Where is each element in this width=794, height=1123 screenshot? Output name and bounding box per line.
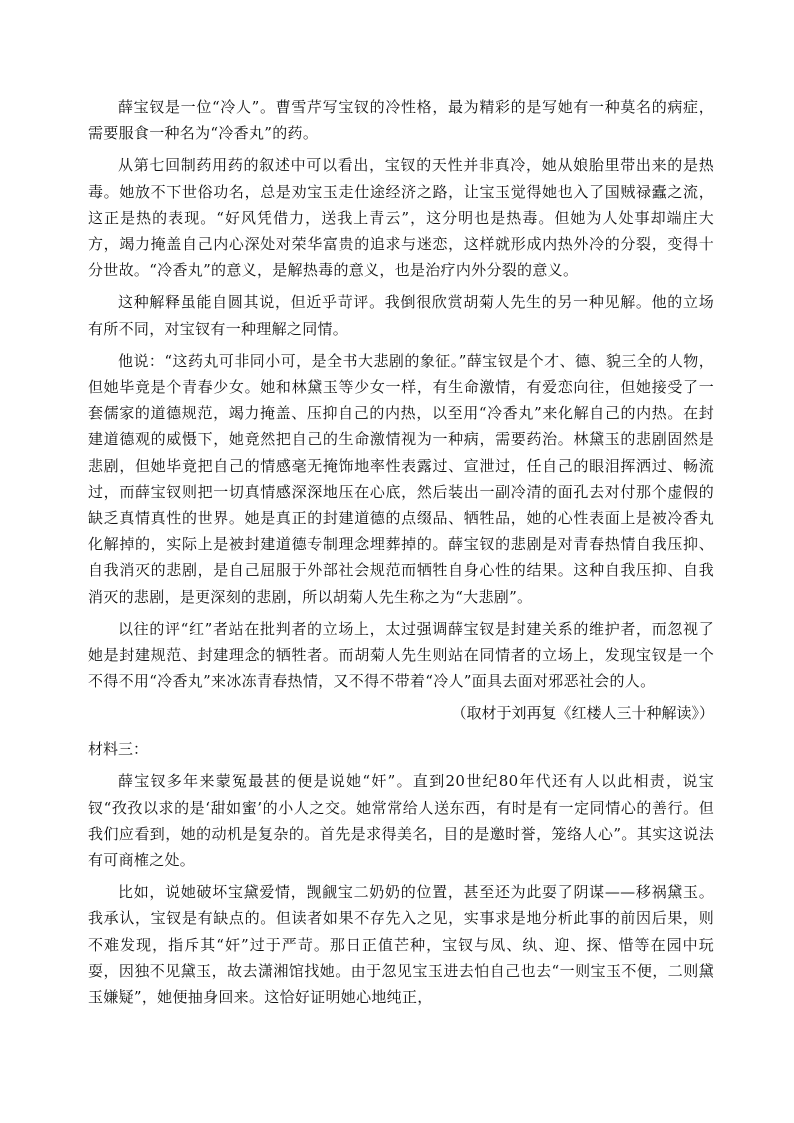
paragraph: 以往的评“红”者站在批判者的立场上，太过强调薛宝钗是封建关系的维护者，而忽视了她是封建规范、封建理念的牺牲者。而胡菊人先生则站在同情者的立场上，发现宝钗是一个不得不用“冷香丸”来冰冻青春热情，又不得不带着“冷人”面具去面对邪恶社会的人。 xyxy=(88,619,714,691)
section-label: 材料三： xyxy=(88,740,149,759)
paragraph: 这种解释虽能自圆其说，但近乎苛评。我倒很欣赏胡菊人先生的另一种见解。他的立场有所不同，对宝钗有一种理解之同情。 xyxy=(88,293,714,338)
paragraph: 薛宝钗是一位“冷人”。曹雪芹写宝钗的冷性格，最为精彩的是写她有一种莫名的病症，需要服食一种名为“冷香丸”的药。 xyxy=(88,98,714,143)
paragraph: 从第七回制药用药的叙述中可以看出，宝钗的天性并非真冷，她从娘胎里带出来的是热毒。她放不下世俗功名，总是劝宝玉走仕途经济之路，让宝玉觉得她也入了国贼禄蠹之流，这正是热的表现。“好风凭借力，送我上青云”，这分明也是热毒。但她为人处事却端庄大方，竭力掩盖自己内心深处对荣华富贵的追求与迷恋，这样就形成内热外冷的分裂，变得十分世故。“冷香丸”的意义，是解热毒的意义，也是治疗内外分裂的意义。 xyxy=(88,156,714,280)
paragraph: 薛宝钗多年来蒙冤最甚的便是说她“奸”。直到20世纪80年代还有人以此相责，说宝钗“孜孜以求的是‘甜如蜜’的小人之交。她常常给人送东西，有时是有一定同情心的善行。但我们应看到，她的动机是复杂的。首先是求得美名，目的是邀时誉，笼络人心”。其实这说法有可商榷之处。 xyxy=(88,772,714,870)
source-citation: （取材于刘再复《红楼人三十种解读》） xyxy=(451,704,714,723)
paragraph: 他说：“这药丸可非同小可，是全书大悲剧的象征。”薛宝钗是个才、德、貌三全的人物，但她毕竟是个青春少女。她和林黛玉等少女一样，有生命激情，有爱恋向往，但她接受了一套儒家的道德规范，竭力掩盖、压抑自己的内热，以至用“冷香丸”来化解自己的内热。在封建道德观的威慑下，她竟然把自己的生命激情视为一种病，需要药治。林黛玉的悲剧固然是悲剧，但她毕竟把自己的情感毫无掩饰地率性表露过、宣泄过，任自己的眼泪挥洒过、畅流过，而薛宝钗则把一切真情感深深地压在心底，然后装出一副冷清的面孔去对付那个虚假的缺乏真情真性的世界。她是真正的封建道德的点缀品、牺牲品，她的心性表面上是被冷香丸化解掉的，实际上是被封建道德专制理念埋葬掉的。薛宝钗的悲剧是对青春热情自我压抑、自我消灭的悲剧，是自己屈服于外部社会规范而牺牲自身心性的结果。这种自我压抑、自我消灭的悲剧，是更深刻的悲剧，所以胡菊人先生称之为“大悲剧”。 xyxy=(88,351,714,606)
paragraph: 比如，说她破坏宝黛爱情，觊觎宝二奶奶的位置，甚至还为此耍了阴谋——移祸黛玉。我承认，宝钗是有缺点的。但读者如果不存先入之见，实事求是地分析此事的前因后果，则不难发现，指斥其“奸”过于严苛。那日正值芒种，宝钗与凤、纨、迎、探、惜等在园中玩耍，因独不见黛玉，故去潇湘馆找她。由于忽见宝玉进去怕自己也去“一则宝玉不便，二则黛玉嫌疑”，她便抽身回来。这恰好证明她心地纯正， xyxy=(88,883,714,1007)
